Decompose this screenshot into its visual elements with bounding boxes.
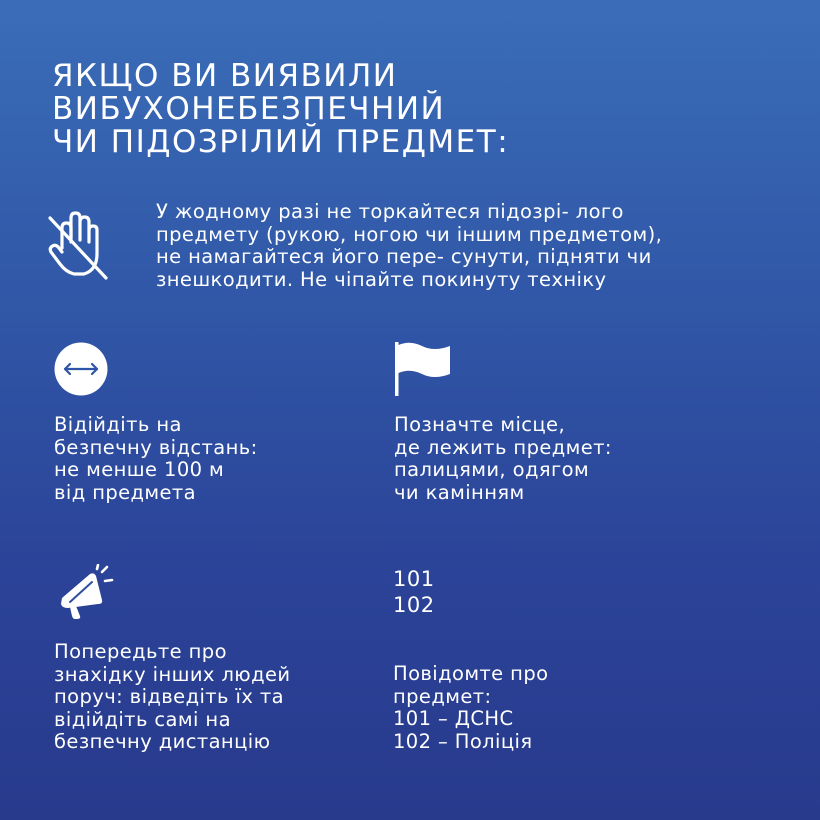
report-text bbox=[393, 663, 548, 753]
megaphone-icon bbox=[56, 564, 116, 620]
flag-icon bbox=[394, 340, 454, 398]
distance-line: не менше 100 м bbox=[54, 458, 225, 481]
distance-text bbox=[54, 414, 258, 504]
report-line: предмет: bbox=[393, 684, 492, 708]
title-line: ЯКЩО ВИ ВИЯВИЛИ bbox=[52, 58, 398, 94]
report-line: Повідомте про bbox=[393, 662, 549, 685]
intro-line: предмету (рукою, ногою чи іншим предметом), bbox=[156, 222, 663, 246]
page-title bbox=[52, 60, 772, 159]
intro-line: У жодному разі не торкайтеся підозрі- лого bbox=[156, 200, 624, 223]
distance-line: від предмета bbox=[54, 480, 197, 504]
warn-line: знахідку інших людей bbox=[54, 662, 291, 686]
double-arrow-circle-icon bbox=[54, 342, 108, 396]
warn-line: Попередьте про bbox=[54, 640, 227, 663]
intro-line: не намагайтеся його пере- сунути, підняти чи bbox=[156, 245, 652, 268]
emergency-number: 101 bbox=[393, 567, 435, 591]
distance-line: Відійдіть на bbox=[54, 413, 182, 436]
intro-text bbox=[156, 201, 796, 291]
emergency-number: 102 bbox=[393, 593, 435, 617]
no-touch-hand-icon bbox=[44, 208, 114, 284]
warn-text bbox=[54, 641, 290, 754]
warn-line: поруч: відведіть їх та bbox=[54, 685, 284, 708]
warn-line: відійдіть самі на bbox=[54, 707, 231, 731]
mark-line: палицями, одягом bbox=[394, 458, 590, 481]
mark-line: чи камінням bbox=[394, 480, 525, 504]
emergency-numbers bbox=[393, 566, 435, 618]
report-line: 101 – ДСНС bbox=[393, 707, 514, 730]
intro-line: знешкодити. Не чіпайте покинуту техніку bbox=[156, 267, 607, 291]
title-line: ЧИ ПІДОЗРІЛИЙ ПРЕДМЕТ: bbox=[52, 124, 510, 160]
mark-line: де лежить предмет: bbox=[394, 435, 612, 459]
title-line: ВИБУХОНЕБЕЗПЕЧНИЙ bbox=[52, 91, 446, 127]
mark-line: Позначте місце, bbox=[394, 413, 566, 436]
distance-line: безпечну відстань: bbox=[54, 435, 258, 459]
warn-line: безпечну дистанцію bbox=[54, 730, 271, 753]
report-line: 102 – Поліція bbox=[393, 729, 533, 753]
mark-text bbox=[394, 414, 612, 504]
